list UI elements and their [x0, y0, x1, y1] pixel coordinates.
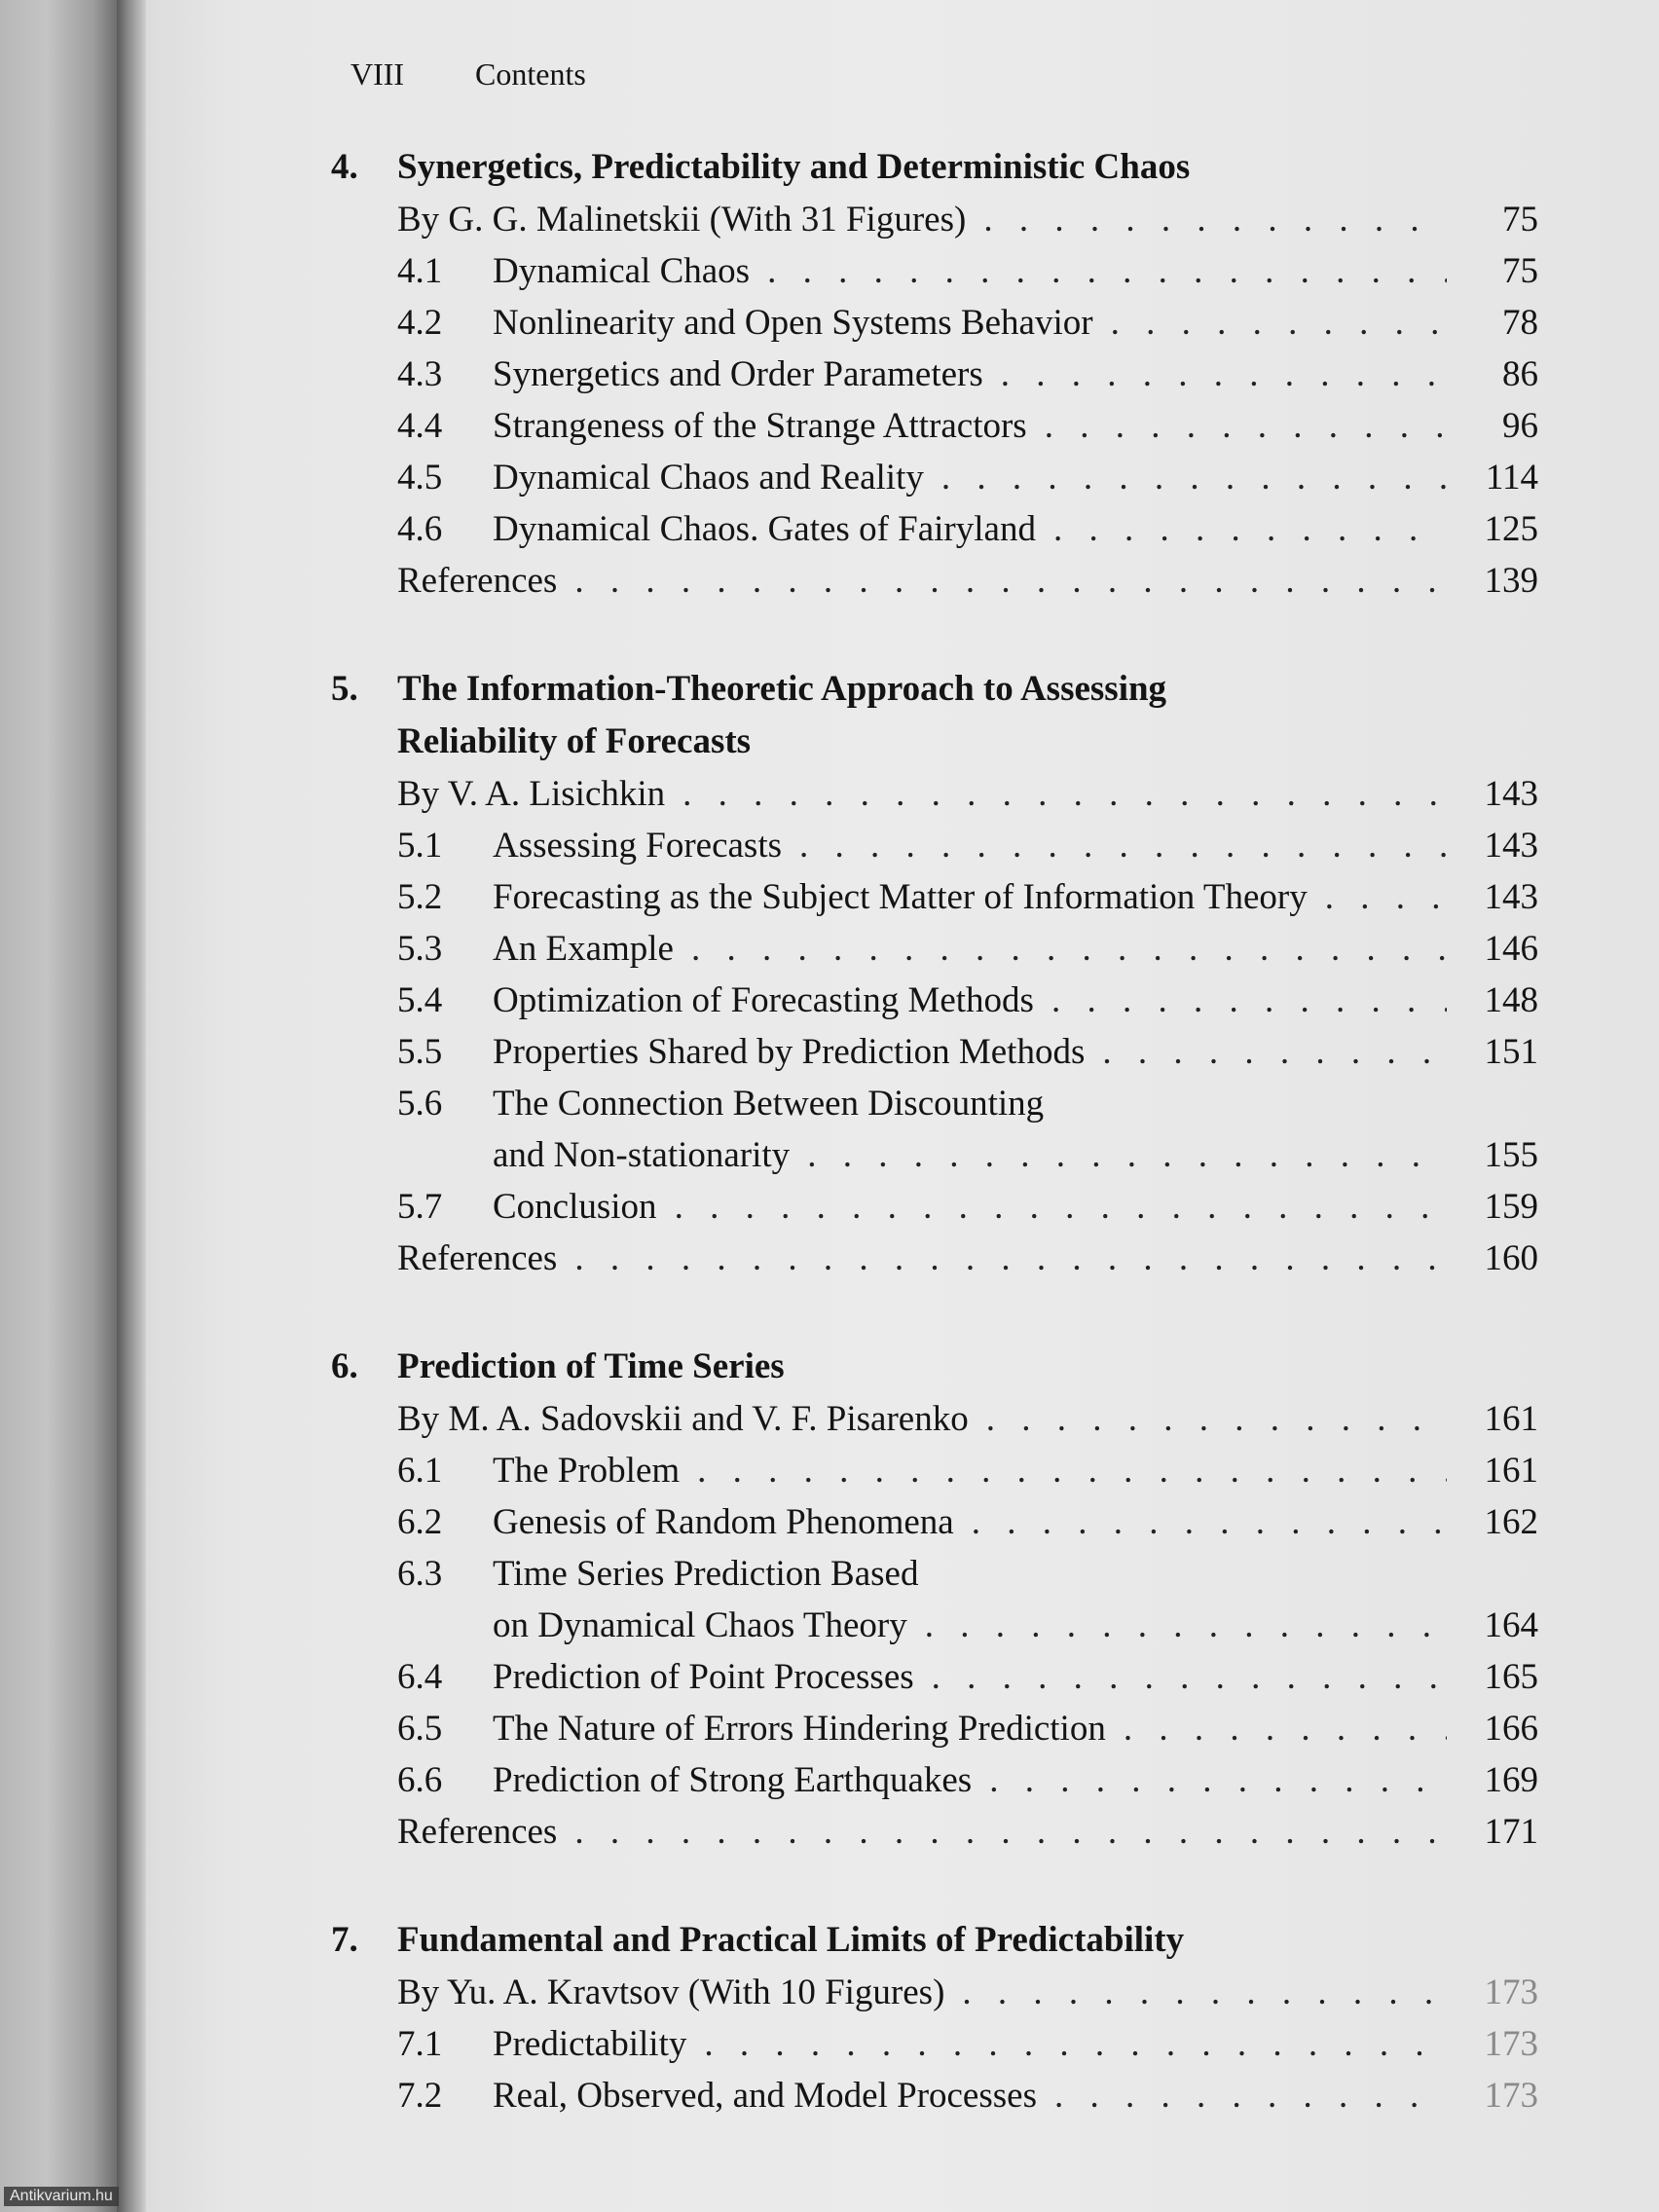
section-row [331, 1445, 1538, 1496]
dot-leader [767, 245, 1447, 297]
page-ref: 114 [1485, 458, 1538, 498]
section-number: 6.5 [397, 1709, 443, 1749]
page-ref: 173 [1484, 2076, 1538, 2116]
page-ref: 166 [1484, 1709, 1538, 1749]
page-ref: 165 [1484, 1657, 1538, 1697]
page-ref: 162 [1484, 1502, 1538, 1542]
dot-leader [932, 1651, 1447, 1703]
chapter-7 [331, 1914, 1538, 2121]
section-title: The Connection Between Discounting [493, 1084, 1045, 1124]
page-ref: 155 [1484, 1135, 1538, 1175]
chapter-title-line-2: Reliability of Forecasts [397, 721, 752, 761]
section-number: 5.7 [397, 1187, 443, 1227]
section-title: Conclusion [493, 1187, 657, 1227]
dot-leader [704, 2018, 1447, 2070]
section-title-continuation: and Non-stationarity [493, 1135, 791, 1175]
chapter-4 [331, 141, 1538, 607]
running-head [350, 56, 586, 92]
page-ref: 161 [1484, 1451, 1538, 1491]
section-title: Dynamical Chaos and Reality [493, 458, 924, 498]
section-row [331, 1181, 1538, 1233]
table-of-contents [331, 141, 1538, 2178]
section-row [331, 297, 1538, 349]
section-row [331, 1078, 1538, 1129]
chapter-title-line-1: The Information-Theoretic Approach to Assessing [397, 669, 1167, 709]
dot-leader [972, 1496, 1447, 1548]
chapter-heading [331, 141, 1538, 194]
dot-leader [1102, 1026, 1447, 1078]
section-title: Time Series Prediction Based [493, 1554, 919, 1594]
section-row [331, 1703, 1538, 1754]
chapter-5 [331, 663, 1538, 1284]
dot-leader [799, 820, 1447, 871]
section-number: 6.4 [397, 1657, 443, 1697]
page-ref: 173 [1484, 2024, 1538, 2064]
section-number: 6.2 [397, 1502, 443, 1542]
section-row-continuation [331, 1600, 1538, 1651]
chapter-number: 4. [331, 147, 358, 187]
section-row [331, 245, 1538, 297]
dot-leader [1051, 975, 1447, 1026]
dot-leader [697, 1445, 1447, 1496]
section-row-continuation [331, 1129, 1538, 1181]
page-ref: 125 [1484, 509, 1538, 549]
section-title: Nonlinearity and Open Systems Behavior [493, 303, 1093, 343]
dot-leader [941, 452, 1447, 503]
chapter-title [397, 663, 1538, 768]
section-number: 5.2 [397, 877, 443, 917]
page-ref: 96 [1502, 406, 1538, 446]
section-title: The Nature of Errors Hindering Prediction [493, 1709, 1106, 1749]
dot-leader [574, 1806, 1447, 1858]
page-ref: 86 [1502, 354, 1538, 394]
section-title: Genesis of Random Phenomena [493, 1502, 954, 1542]
page-ref: 143 [1484, 826, 1538, 866]
section-number: 4.3 [397, 354, 443, 394]
section-row [331, 349, 1538, 400]
book-spine [0, 0, 117, 2212]
byline-text: By Yu. A. Kravtsov (With 10 Figures) [397, 1972, 945, 2012]
chapter-heading [331, 1914, 1538, 1967]
page-ref: 151 [1484, 1032, 1538, 1072]
page-ref: 143 [1484, 774, 1538, 814]
chapter-6 [331, 1341, 1538, 1858]
page-ref: 173 [1484, 1972, 1538, 2012]
section-row [331, 1754, 1538, 1806]
section-row [331, 1548, 1538, 1600]
section-number: 7.2 [397, 2076, 443, 2116]
section-row [331, 1026, 1538, 1078]
page-ref: 139 [1484, 561, 1538, 601]
chapter-title: Prediction of Time Series [397, 1346, 785, 1386]
section-title: Prediction of Strong Earthquakes [493, 1760, 973, 1800]
page-ref: 171 [1484, 1812, 1538, 1852]
section-title: Real, Observed, and Model Processes [493, 2076, 1037, 2116]
references-row [331, 555, 1538, 607]
section-title: An Example [493, 929, 674, 969]
dot-leader [574, 1233, 1447, 1284]
dot-leader [925, 1600, 1447, 1651]
section-row [331, 1651, 1538, 1703]
section-row [331, 975, 1538, 1026]
dot-leader [1054, 2070, 1447, 2121]
dot-leader [1045, 400, 1447, 452]
dot-leader [1111, 297, 1447, 349]
dot-leader [962, 1967, 1447, 2018]
page-ref: 161 [1484, 1399, 1538, 1439]
section-title: Synergetics and Order Parameters [493, 354, 983, 394]
section-number: 4.2 [397, 303, 443, 343]
chapter-title: Synergetics, Predictability and Deterministic Chaos [397, 147, 1191, 187]
section-number: 5.4 [397, 980, 443, 1020]
watermark: Antikvarium.hu [4, 2187, 119, 2206]
section-title: Optimization of Forecasting Methods [493, 980, 1034, 1020]
references-label: References [397, 1812, 558, 1852]
section-number: 6.6 [397, 1760, 443, 1800]
section-title: Predictability [493, 2024, 687, 2064]
section-number: 7.1 [397, 2024, 443, 2064]
section-title: Properties Shared by Prediction Methods [493, 1032, 1086, 1072]
references-row [331, 1233, 1538, 1284]
dot-leader [989, 1754, 1447, 1806]
section-title-continuation: on Dynamical Chaos Theory [493, 1605, 907, 1645]
chapter-number: 7. [331, 1920, 358, 1960]
section-title: Assessing Forecasts [493, 826, 783, 866]
page-ref: 78 [1502, 303, 1538, 343]
dot-leader [574, 555, 1447, 607]
dot-leader [986, 1393, 1447, 1445]
chapter-number: 5. [331, 669, 358, 709]
section-row [331, 871, 1538, 923]
chapter-byline [331, 1393, 1538, 1445]
byline-text: By G. G. Malinetskii (With 31 Figures) [397, 200, 967, 240]
chapter-number: 6. [331, 1346, 358, 1386]
section-row [331, 400, 1538, 452]
dot-leader [1053, 503, 1447, 555]
references-label: References [397, 561, 558, 601]
dot-leader [682, 768, 1447, 820]
page-ref: 75 [1502, 200, 1538, 240]
section-title: Strangeness of the Strange Attractors [493, 406, 1027, 446]
section-number: 6.1 [397, 1451, 443, 1491]
chapter-heading [331, 1341, 1538, 1393]
section-number: 4.4 [397, 406, 443, 446]
section-title: Dynamical Chaos [493, 251, 751, 291]
chapter-title: Fundamental and Practical Limits of Predictability [397, 1920, 1185, 1960]
references-row [331, 1806, 1538, 1858]
section-number: 6.3 [397, 1554, 443, 1594]
section-row [331, 503, 1538, 555]
section-title: Dynamical Chaos. Gates of Fairyland [493, 509, 1036, 549]
page-gutter [117, 0, 146, 2212]
section-number: 5.5 [397, 1032, 443, 1072]
chapter-byline [331, 768, 1538, 820]
dot-leader [691, 923, 1447, 975]
section-number: 4.6 [397, 509, 443, 549]
section-number: 4.5 [397, 458, 443, 498]
section-number: 5.6 [397, 1084, 443, 1124]
dot-leader [1001, 349, 1447, 400]
section-row [331, 1496, 1538, 1548]
page-ref: 148 [1484, 980, 1538, 1020]
section-title: Prediction of Point Processes [493, 1657, 914, 1697]
byline-text: By V. A. Lisichkin [397, 774, 666, 814]
page-ref: 159 [1484, 1187, 1538, 1227]
section-row [331, 2070, 1538, 2121]
section-number: 4.1 [397, 251, 443, 291]
page-ref: 160 [1484, 1238, 1538, 1278]
section-number: 5.3 [397, 929, 443, 969]
page-ref: 164 [1484, 1605, 1538, 1645]
section-row [331, 820, 1538, 871]
chapter-byline [331, 1967, 1538, 2018]
page-ref: 143 [1484, 877, 1538, 917]
chapter-heading [331, 663, 1538, 768]
section-row [331, 452, 1538, 503]
section-row [331, 923, 1538, 975]
dot-leader [675, 1181, 1447, 1233]
section-number: 5.1 [397, 826, 443, 866]
page-number: VIII [350, 56, 405, 92]
dot-leader [1124, 1703, 1447, 1754]
dot-leader [1325, 871, 1447, 923]
dot-leader [807, 1129, 1447, 1181]
chapter-byline [331, 194, 1538, 245]
page-ref: 75 [1502, 251, 1538, 291]
dot-leader [983, 194, 1447, 245]
page-title: Contents [475, 56, 586, 92]
byline-text: By M. A. Sadovskii and V. F. Pisarenko [397, 1399, 969, 1439]
references-label: References [397, 1238, 558, 1278]
section-title: The Problem [493, 1451, 681, 1491]
section-row [331, 2018, 1538, 2070]
page-ref: 146 [1484, 929, 1538, 969]
page-ref: 169 [1484, 1760, 1538, 1800]
section-title: Forecasting as the Subject Matter of Information Theory [493, 877, 1308, 917]
